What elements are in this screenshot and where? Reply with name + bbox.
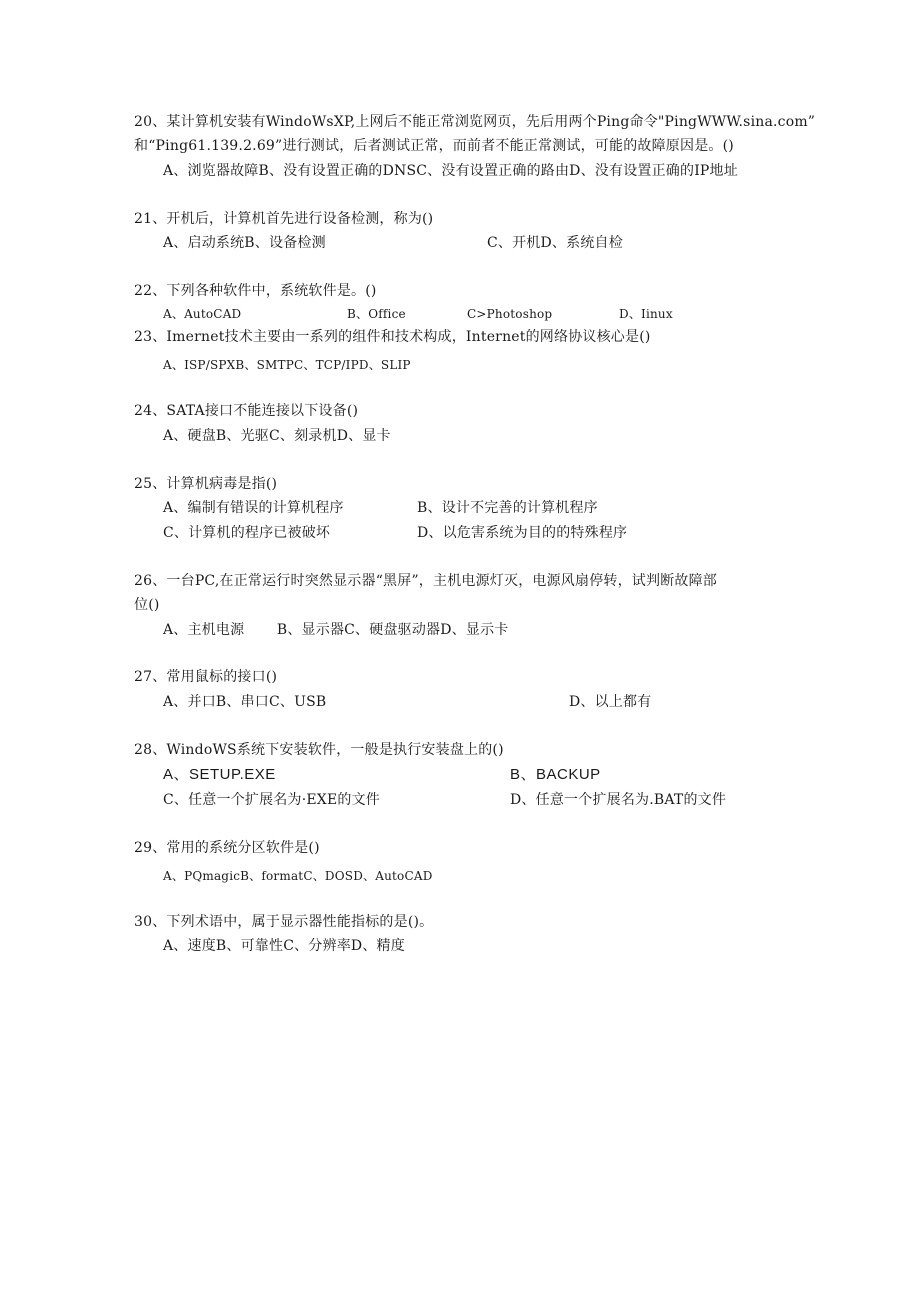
answer-options: A、硬盘B、光驱C、刻录机D、显卡 — [163, 428, 391, 444]
question-stem: 27、常用鼠标的接口() — [134, 669, 278, 685]
answer-options: A、浏览器故障B、没有设置正确的DNSC、没有设置正确的路由D、没有设置正确的IP地址 — [163, 163, 738, 179]
answer-option-d: D、Iinux — [619, 307, 673, 321]
answer-option-c: C>Photoshop — [467, 307, 553, 321]
answer-options-abc: A、并口B、串口C、USB — [163, 694, 327, 710]
answer-option-b: B、BACKUP — [510, 766, 601, 783]
answer-options: A、ISP/SPXB、SMTPC、TCP/IPD、SLIP — [163, 358, 411, 372]
answer-option-b: B、Office — [347, 307, 406, 321]
question-stem: 22、下列各种软件中，系统软件是。() — [134, 283, 377, 299]
question-stem: 26、一台PC,在正常运行时突然显示器“黑屏”，主机电源灯灭，电源风扇停转，试判断故障部 — [134, 573, 718, 589]
answer-options-cd: C、开机D、系统自检 — [487, 235, 623, 251]
answer-option-a: A、SETUP.EXE — [163, 766, 276, 783]
question-stem: 30、下列术语中，属于显示器性能指标的是()。 — [134, 914, 434, 930]
answer-option-d: D、以上都有 — [569, 694, 652, 710]
answer-options: A、主机电源 B、显示器C、硬盘驱动器D、显示卡 — [163, 622, 509, 638]
answer-option-c: C、任意一个扩展名为·EXE的文件 — [163, 792, 380, 808]
question-stem-continued: 位() — [134, 597, 160, 613]
answer-option-b: B、设计不完善的计算机程序 — [417, 500, 598, 516]
answer-option-d: D、任意一个扩展名为.BAT的文件 — [510, 792, 727, 808]
question-stem: 20、某计算机安装有WindoWsXP,上网后不能正常浏览网页，先后用两个Ping命令"PingWWW.sina.com” — [134, 114, 816, 130]
answer-options-ab: A、启动系统B、设备检测 — [163, 235, 326, 251]
question-stem: 28、WindoWS系统下安装软件，一般是执行安装盘上的() — [134, 742, 504, 758]
question-stem: 29、常用的系统分区软件是() — [134, 840, 320, 856]
question-stem: 25、计算机病毒是指() — [134, 476, 278, 492]
answer-options: A、速度B、可靠性C、分辨率D、精度 — [163, 938, 405, 954]
answer-options: A、PQmagicB、formatC、DOSD、AutoCAD — [163, 869, 433, 883]
question-stem-continued: 和“Ping61.139.2.69”进行测试，后者测试正常，而前者不能正常测试，可能的故障原因是。() — [134, 138, 734, 154]
question-stem: 21、开机后，计算机首先进行设备检测，称为() — [134, 211, 434, 227]
answer-option-c: C、计算机的程序已被破坏 — [163, 525, 331, 541]
answer-option-d: D、以危害系统为目的的特殊程序 — [417, 525, 628, 541]
question-stem: 24、SATA接口不能连接以下设备() — [134, 403, 359, 419]
answer-option-a: A、AutoCAD — [163, 307, 242, 321]
question-stem: 23、Imernet技术主要由一系列的组件和技术构成，Internet的网络协议核心是() — [134, 329, 651, 345]
answer-option-a: A、编制有错误的计算机程序 — [163, 500, 344, 516]
